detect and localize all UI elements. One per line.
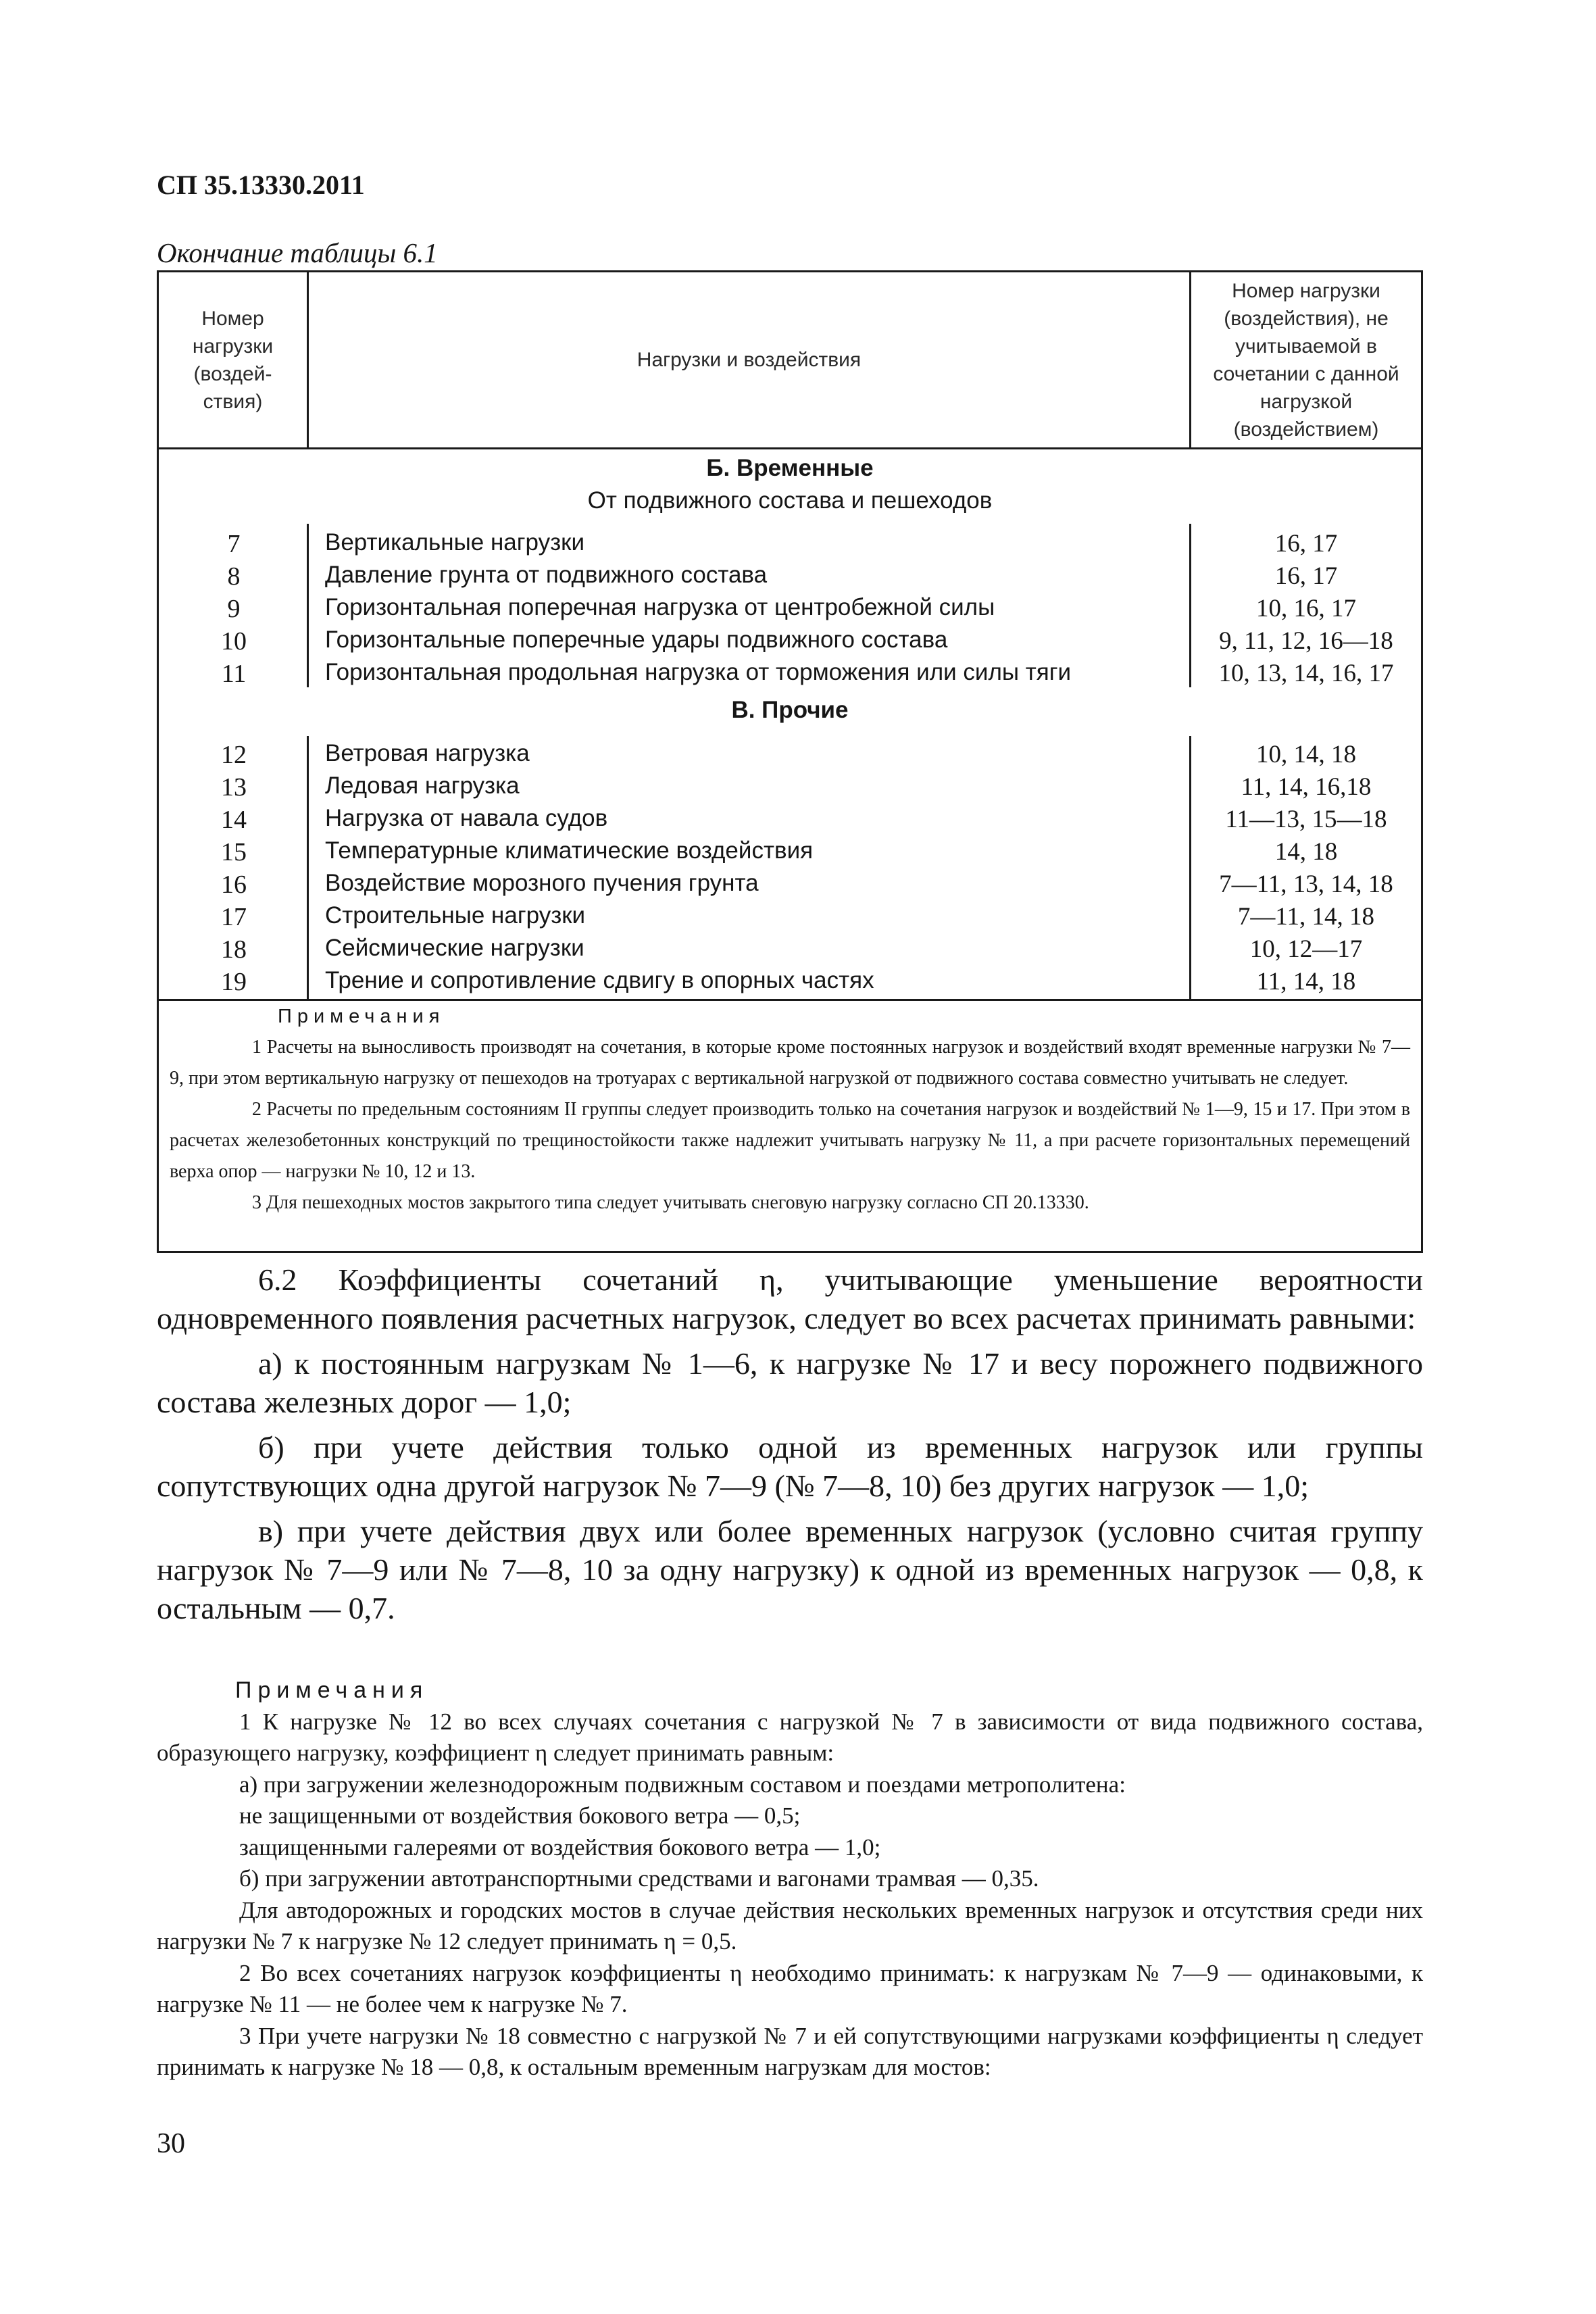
body-text <box>157 1260 1423 1634</box>
table-note: 1 Расчеты на выносливость производят на сочетания, в которые кроме постоянных нагрузок и воздействий входят временные нагрузки № 7—9, при этом вертикальную нагрузку от пешеходов на тротуарах с вертикальной нагрузкой от подвижного состава совместно учитывать не следует. <box>170 1037 1410 1089</box>
page-number: 30 <box>157 2128 185 2159</box>
paragraph: б) при учете действия только одной из временных нагрузок или группы сопутствующих одна другой нагрузок № 7—9 (№ 7—8, 10) без других нагрузок — 1,0; <box>157 1430 1423 1503</box>
note: 2 Во всех сочетаниях нагрузок коэффициенты η необходимо принимать: к нагрузкам № 7—9 — одинаковыми, к нагрузке № 11 — не более чем к нагрузке № 7. <box>157 1959 1423 2017</box>
section-b-title: Б. Временные <box>706 455 874 481</box>
note: 1 К нагрузке № 12 во всех случаях сочетания с нагрузкой № 7 в зависимости от вида подвижного состава, образующего нагрузку, коэффициент η следует принимать равным: <box>157 1708 1423 1766</box>
section-b-subtitle: От подвижного состава и пешеходов <box>587 487 993 514</box>
document-code-header: СП 35.13330.2011 <box>157 170 365 200</box>
table-note: 2 Расчеты по предельным состояниям II группы следует производить только на сочетания нагрузок и воздействий № 1—9, 15 и 17. При этом в расчетах железобетонных конструкций по трещиностойкости также надлежит учитывать нагрузку № 11, а при расчете горизонтальных перемещений верха опор — нагрузки № 10, 12 и 13. <box>170 1099 1410 1182</box>
table-row: 8 Давление грунта от подвижного состава 16, 17 <box>227 562 1338 591</box>
table-caption: Окончание таблицы 6.1 <box>157 237 438 268</box>
table-notes <box>159 999 1421 1218</box>
paragraph: а) к постоянным нагрузкам № 1—6, к нагрузке № 17 и весу порожнего подвижного состава железных дорог — 1,0; <box>157 1346 1423 1419</box>
table-row: 17 Строительные нагрузки 7—11, 14, 18 <box>221 902 1375 931</box>
note: 3 При учете нагрузки № 18 совместно с нагрузкой № 7 и ей сопутствующими нагрузками коэффициенты η следует принимать к нагрузке № 18 — 0,8, к остальным временным нагрузкам для мостов: <box>157 2022 1423 2080</box>
table-row: 11 Горизонтальная продольная нагрузка от торможения или силы тяги 10, 13, 14, 16, 17 <box>221 659 1394 688</box>
table-note: 3 Для пешеходных мостов закрытого типа следует учитывать снеговую нагрузку согласно СП 20.13330. <box>252 1192 1089 1213</box>
table-row: 16 Воздействие морозного пучения грунта 7—11, 13, 14, 18 <box>221 870 1393 899</box>
loads-table <box>157 270 1423 1253</box>
header-excluded-loads: Номер нагрузки (воздействия), не учитываемой в сочетании с данной нагрузкой (воздействием) <box>1213 279 1399 441</box>
note-item: а) при загружении железнодорожным подвижным составом и поездами метрополитена: <box>239 1771 1126 1798</box>
table-header <box>159 272 1421 449</box>
note-item: не защищенными от воздействия бокового ветра — 0,5; <box>239 1802 801 1829</box>
table-row: 18 Сейсмические нагрузки 10, 12—17 <box>221 935 1363 964</box>
table-row: 10 Горизонтальные поперечные удары подвижного состава 9, 11, 12, 16—18 <box>221 626 1393 656</box>
header-loads: Нагрузки и воздействия <box>309 272 1191 447</box>
note: Для автодорожных и городских мостов в случае действия нескольких временных нагрузок и отсутствия среди них нагрузки № 7 к нагрузке № 12 следует принимать η = 0,5. <box>157 1896 1423 1954</box>
note-item: защищенными галереями от воздействия бокового ветра — 1,0; <box>239 1833 881 1861</box>
header-load-number: Номер нагрузки (воздей- ствия) <box>159 272 309 447</box>
table-row: 12 Ветровая нагрузка 10, 14, 18 <box>221 740 1356 769</box>
body-notes <box>157 1675 1423 2084</box>
paragraph: 6.2 Коэффициенты сочетаний η, учитывающие уменьшение вероятности одновременного появления расчетных нагрузок, следует во всех расчетах принимать равными: <box>157 1262 1423 1335</box>
table-row: 13 Ледовая нагрузка 11, 14, 16,18 <box>221 772 1372 802</box>
paragraph: в) при учете действия двух или более временных нагрузок (условно считая группу нагрузок № 7—9 или № 7—8, 10 за одну нагрузку) к одной из временных нагрузок — 0,8, к остальным — 0,7. <box>157 1514 1423 1625</box>
table-row: 9 Горизонтальная поперечная нагрузка от центробежной силы 10, 16, 17 <box>227 594 1356 623</box>
table-row: 14 Нагрузка от навала судов 11—13, 15—18 <box>221 805 1387 834</box>
table-row: 19 Трение и сопротивление сдвигу в опорных частях 11, 14, 18 <box>221 967 1356 996</box>
section-v-title: В. Прочие <box>731 697 849 723</box>
table-row: 7 Вертикальные нагрузки 16, 17 <box>227 529 1338 558</box>
table-notes-title: Примечания <box>278 1006 445 1027</box>
body-notes-title: Примечания <box>235 1677 429 1703</box>
table-row: 15 Температурные климатические воздействия 14, 18 <box>221 837 1338 866</box>
note-item: б) при загружении автотранспортными средствами и вагонами трамвая — 0,35. <box>239 1865 1039 1892</box>
